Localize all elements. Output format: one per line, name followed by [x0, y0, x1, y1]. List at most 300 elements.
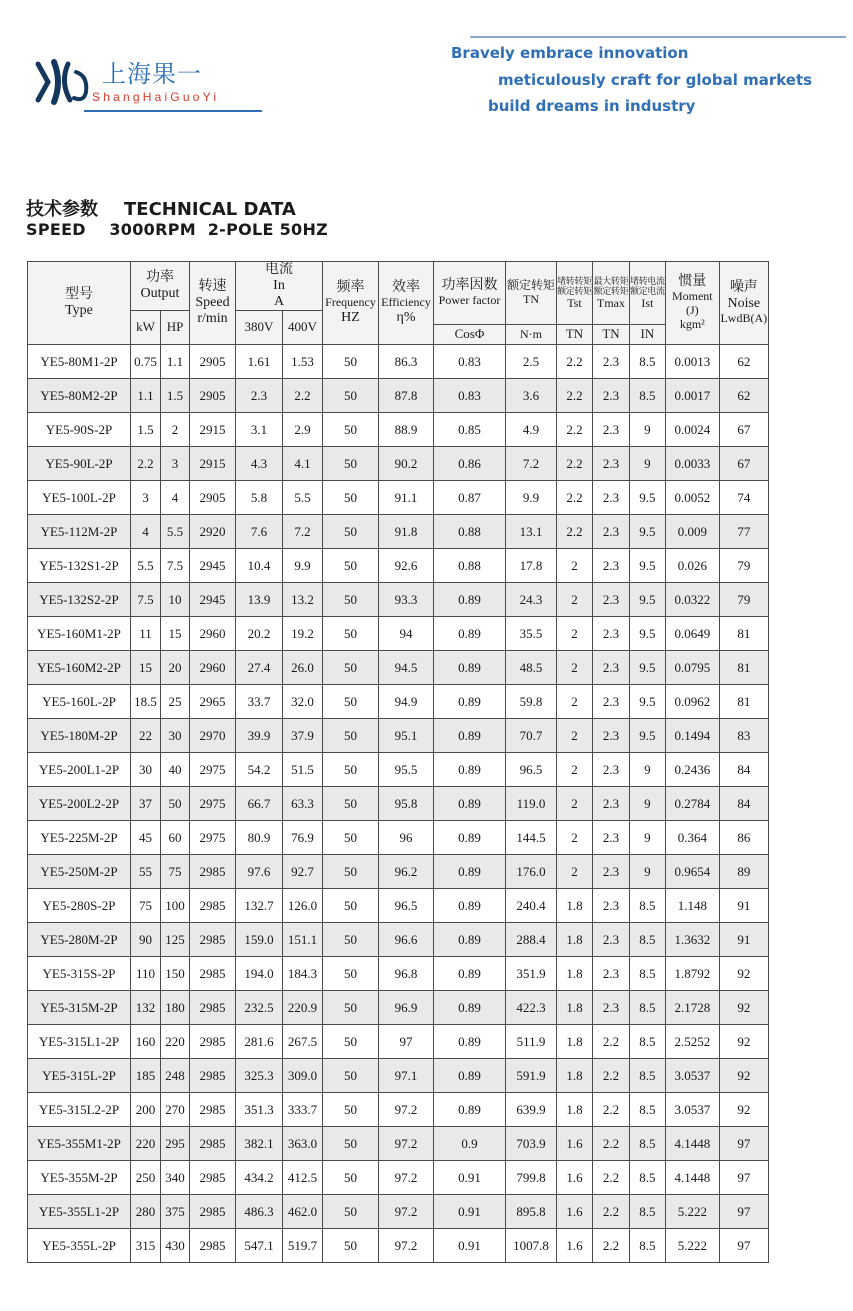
cell-moment: 3.0537 [665, 1093, 719, 1127]
cell-ist-ratio: 8.5 [630, 923, 666, 957]
cell-noise: 89 [719, 855, 768, 889]
cell-rated-torque: 895.8 [506, 1195, 557, 1229]
cell-noise: 91 [719, 889, 768, 923]
table-row [28, 549, 769, 583]
cell-efficiency: 96 [379, 821, 434, 855]
brand-name-en: ShangHaiGuoYi [92, 90, 220, 104]
cell-kw: 3 [131, 481, 161, 515]
cell-power-factor: 0.89 [434, 957, 506, 991]
cell-power-factor: 0.89 [434, 1025, 506, 1059]
cell-type: YE5-80M2-2P [28, 379, 131, 413]
cell-frequency: 50 [323, 1195, 379, 1229]
col-moment: 惯量 Moment (J) kgm² [665, 262, 719, 345]
cell-current-400v: 333.7 [283, 1093, 323, 1127]
cell-ist-ratio: 9.5 [630, 583, 666, 617]
cell-kw: 15 [131, 651, 161, 685]
section-title-cn: 技术参数 [26, 199, 98, 220]
cell-rated-torque: 288.4 [506, 923, 557, 957]
cell-tmax-ratio: 2.3 [593, 481, 630, 515]
cell-kw: 55 [131, 855, 161, 889]
cell-speed: 2960 [190, 617, 236, 651]
cell-power-factor: 0.9 [434, 1127, 506, 1161]
cell-rated-torque: 591.9 [506, 1059, 557, 1093]
table-row [28, 345, 769, 379]
col-rt-unit: N·m [506, 325, 557, 345]
cell-moment: 0.0033 [665, 447, 719, 481]
cell-moment: 0.2784 [665, 787, 719, 821]
cell-ist-ratio: 9.5 [630, 617, 666, 651]
cell-rated-torque: 3.6 [506, 379, 557, 413]
table-row [28, 515, 769, 549]
table-row [28, 481, 769, 515]
cell-tst-ratio: 2.2 [557, 447, 593, 481]
cell-noise: 79 [719, 583, 768, 617]
cell-kw: 4 [131, 515, 161, 549]
table-row [28, 991, 769, 1025]
cell-tmax-ratio: 2.3 [593, 447, 630, 481]
cell-current-400v: 76.9 [283, 821, 323, 855]
cell-current-400v: 26.0 [283, 651, 323, 685]
cell-rated-torque: 4.9 [506, 413, 557, 447]
cell-efficiency: 97.2 [379, 1161, 434, 1195]
cell-frequency: 50 [323, 1127, 379, 1161]
cell-ist-ratio: 8.5 [630, 1195, 666, 1229]
cell-noise: 83 [719, 719, 768, 753]
cell-ist-ratio: 9 [630, 447, 666, 481]
cell-moment: 0.0024 [665, 413, 719, 447]
cell-tst-ratio: 2 [557, 719, 593, 753]
cell-frequency: 50 [323, 617, 379, 651]
cell-power-factor: 0.89 [434, 583, 506, 617]
cell-efficiency: 97 [379, 1025, 434, 1059]
cell-type: YE5-250M-2P [28, 855, 131, 889]
cell-current-380v: 159.0 [236, 923, 283, 957]
cell-type: YE5-200L1-2P [28, 753, 131, 787]
technical-data-table [27, 261, 769, 1263]
table-row [28, 787, 769, 821]
cell-noise: 81 [719, 651, 768, 685]
cell-tmax-ratio: 2.3 [593, 651, 630, 685]
cell-tst-ratio: 1.8 [557, 1093, 593, 1127]
cell-rated-torque: 240.4 [506, 889, 557, 923]
company-logo [32, 52, 272, 122]
cell-speed: 2975 [190, 821, 236, 855]
cell-noise: 92 [719, 1093, 768, 1127]
col-380v: 380V [236, 311, 283, 345]
cell-tmax-ratio: 2.2 [593, 1127, 630, 1161]
cell-moment: 0.364 [665, 821, 719, 855]
cell-current-400v: 51.5 [283, 753, 323, 787]
cell-moment: 0.9654 [665, 855, 719, 889]
cell-tst-ratio: 2 [557, 685, 593, 719]
cell-kw: 185 [131, 1059, 161, 1093]
cell-speed: 2975 [190, 787, 236, 821]
cell-tmax-ratio: 2.3 [593, 787, 630, 821]
cell-speed: 2905 [190, 481, 236, 515]
cell-tst-ratio: 2 [557, 753, 593, 787]
cell-current-400v: 32.0 [283, 685, 323, 719]
col-tst-den: TN [557, 325, 593, 345]
cell-current-380v: 547.1 [236, 1229, 283, 1263]
cell-current-380v: 54.2 [236, 753, 283, 787]
cell-efficiency: 96.5 [379, 889, 434, 923]
cell-noise: 97 [719, 1127, 768, 1161]
col-noise: 噪声 Noise LwdB(A) [719, 262, 768, 345]
cell-tmax-ratio: 2.3 [593, 753, 630, 787]
cell-kw: 90 [131, 923, 161, 957]
table-row [28, 821, 769, 855]
cell-moment: 1.3632 [665, 923, 719, 957]
col-speed: 转速 Speed r/min [190, 262, 236, 345]
cell-type: YE5-355L1-2P [28, 1195, 131, 1229]
cell-tmax-ratio: 2.3 [593, 379, 630, 413]
cell-efficiency: 87.8 [379, 379, 434, 413]
cell-current-400v: 151.1 [283, 923, 323, 957]
col-pf-unit: CosΦ [434, 325, 506, 345]
cell-type: YE5-160M1-2P [28, 617, 131, 651]
cell-current-380v: 232.5 [236, 991, 283, 1025]
cell-hp: 75 [161, 855, 190, 889]
cell-type: YE5-90S-2P [28, 413, 131, 447]
cell-frequency: 50 [323, 379, 379, 413]
cell-power-factor: 0.88 [434, 515, 506, 549]
cell-efficiency: 94.5 [379, 651, 434, 685]
cell-power-factor: 0.89 [434, 1093, 506, 1127]
cell-ist-ratio: 9 [630, 821, 666, 855]
cell-power-factor: 0.91 [434, 1195, 506, 1229]
cell-rated-torque: 119.0 [506, 787, 557, 821]
cell-current-400v: 5.5 [283, 481, 323, 515]
cell-speed: 2985 [190, 855, 236, 889]
cell-tst-ratio: 2 [557, 821, 593, 855]
cell-power-factor: 0.89 [434, 787, 506, 821]
table-row [28, 1229, 769, 1263]
cell-efficiency: 97.2 [379, 1195, 434, 1229]
cell-current-400v: 4.1 [283, 447, 323, 481]
cell-hp: 3 [161, 447, 190, 481]
col-power-factor: 功率因数 Power factor [434, 262, 506, 325]
cell-tmax-ratio: 2.3 [593, 957, 630, 991]
cell-tst-ratio: 1.8 [557, 957, 593, 991]
cell-kw: 18.5 [131, 685, 161, 719]
cell-kw: 1.1 [131, 379, 161, 413]
cell-type: YE5-100L-2P [28, 481, 131, 515]
cell-kw: 75 [131, 889, 161, 923]
cell-tmax-ratio: 2.3 [593, 549, 630, 583]
cell-type: YE5-132S1-2P [28, 549, 131, 583]
cell-current-380v: 80.9 [236, 821, 283, 855]
cell-current-380v: 13.9 [236, 583, 283, 617]
cell-power-factor: 0.89 [434, 991, 506, 1025]
cell-noise: 84 [719, 753, 768, 787]
cell-hp: 100 [161, 889, 190, 923]
cell-current-400v: 2.9 [283, 413, 323, 447]
cell-type: YE5-90L-2P [28, 447, 131, 481]
cell-noise: 92 [719, 1025, 768, 1059]
cell-rated-torque: 96.5 [506, 753, 557, 787]
cell-type: YE5-355M1-2P [28, 1127, 131, 1161]
cell-moment: 2.1728 [665, 991, 719, 1025]
cell-hp: 1.1 [161, 345, 190, 379]
cell-hp: 30 [161, 719, 190, 753]
cell-moment: 4.1448 [665, 1127, 719, 1161]
cell-type: YE5-112M-2P [28, 515, 131, 549]
cell-current-380v: 194.0 [236, 957, 283, 991]
cell-efficiency: 91.1 [379, 481, 434, 515]
table-row [28, 1195, 769, 1229]
cell-current-400v: 267.5 [283, 1025, 323, 1059]
table-row [28, 923, 769, 957]
cell-tst-ratio: 2 [557, 787, 593, 821]
cell-speed: 2985 [190, 1093, 236, 1127]
cell-type: YE5-160M2-2P [28, 651, 131, 685]
cell-frequency: 50 [323, 685, 379, 719]
cell-hp: 60 [161, 821, 190, 855]
cell-current-400v: 412.5 [283, 1161, 323, 1195]
cell-power-factor: 0.89 [434, 889, 506, 923]
cell-rated-torque: 35.5 [506, 617, 557, 651]
cell-efficiency: 97.2 [379, 1127, 434, 1161]
col-hp: HP [161, 311, 190, 345]
cell-speed: 2985 [190, 1161, 236, 1195]
cell-frequency: 50 [323, 991, 379, 1025]
cell-current-380v: 325.3 [236, 1059, 283, 1093]
cell-current-380v: 5.8 [236, 481, 283, 515]
cell-speed: 2985 [190, 1229, 236, 1263]
cell-moment: 0.2436 [665, 753, 719, 787]
cell-current-380v: 33.7 [236, 685, 283, 719]
col-current: 电流 In A [236, 262, 323, 311]
cell-ist-ratio: 8.5 [630, 1093, 666, 1127]
cell-type: YE5-132S2-2P [28, 583, 131, 617]
cell-frequency: 50 [323, 889, 379, 923]
cell-current-400v: 126.0 [283, 889, 323, 923]
cell-current-400v: 19.2 [283, 617, 323, 651]
cell-current-380v: 132.7 [236, 889, 283, 923]
cell-current-380v: 281.6 [236, 1025, 283, 1059]
cell-noise: 79 [719, 549, 768, 583]
cell-current-380v: 1.61 [236, 345, 283, 379]
cell-ist-ratio: 8.5 [630, 1161, 666, 1195]
cell-speed: 2905 [190, 379, 236, 413]
cell-type: YE5-180M-2P [28, 719, 131, 753]
section-title-en: TECHNICAL DATA [124, 199, 296, 220]
cell-moment: 0.026 [665, 549, 719, 583]
cell-type: YE5-315S-2P [28, 957, 131, 991]
cell-speed: 2985 [190, 1195, 236, 1229]
cell-speed: 2985 [190, 991, 236, 1025]
cell-type: YE5-355M-2P [28, 1161, 131, 1195]
cell-hp: 340 [161, 1161, 190, 1195]
cell-hp: 430 [161, 1229, 190, 1263]
cell-efficiency: 94 [379, 617, 434, 651]
cell-power-factor: 0.89 [434, 923, 506, 957]
table-row [28, 889, 769, 923]
cell-noise: 97 [719, 1161, 768, 1195]
cell-rated-torque: 351.9 [506, 957, 557, 991]
cell-hp: 25 [161, 685, 190, 719]
cell-speed: 2970 [190, 719, 236, 753]
cell-frequency: 50 [323, 583, 379, 617]
cell-frequency: 50 [323, 1025, 379, 1059]
cell-noise: 77 [719, 515, 768, 549]
col-ist: 堵转电流 额定电流 Ist [630, 262, 666, 325]
cell-noise: 86 [719, 821, 768, 855]
cell-efficiency: 96.2 [379, 855, 434, 889]
cell-kw: 160 [131, 1025, 161, 1059]
cell-power-factor: 0.89 [434, 1059, 506, 1093]
cell-hp: 2 [161, 413, 190, 447]
cell-moment: 0.0649 [665, 617, 719, 651]
cell-tmax-ratio: 2.3 [593, 617, 630, 651]
cell-frequency: 50 [323, 515, 379, 549]
cell-current-380v: 20.2 [236, 617, 283, 651]
cell-noise: 74 [719, 481, 768, 515]
cell-rated-torque: 7.2 [506, 447, 557, 481]
cell-hp: 220 [161, 1025, 190, 1059]
cell-power-factor: 0.85 [434, 413, 506, 447]
cell-hp: 40 [161, 753, 190, 787]
cell-current-400v: 1.53 [283, 345, 323, 379]
cell-tst-ratio: 2 [557, 617, 593, 651]
col-frequency: 频率 Frequency HZ [323, 262, 379, 345]
cell-hp: 7.5 [161, 549, 190, 583]
cell-hp: 150 [161, 957, 190, 991]
cell-kw: 2.2 [131, 447, 161, 481]
cell-tmax-ratio: 2.3 [593, 855, 630, 889]
cell-current-400v: 309.0 [283, 1059, 323, 1093]
cell-ist-ratio: 9.5 [630, 651, 666, 685]
cell-efficiency: 97.2 [379, 1093, 434, 1127]
cell-frequency: 50 [323, 787, 379, 821]
col-output: 功率 Output [131, 262, 190, 311]
cell-efficiency: 91.8 [379, 515, 434, 549]
cell-hp: 295 [161, 1127, 190, 1161]
cell-tst-ratio: 2.2 [557, 515, 593, 549]
cell-noise: 91 [719, 923, 768, 957]
cell-tst-ratio: 1.8 [557, 991, 593, 1025]
cell-rated-torque: 9.9 [506, 481, 557, 515]
cell-current-380v: 27.4 [236, 651, 283, 685]
cell-hp: 50 [161, 787, 190, 821]
cell-tmax-ratio: 2.2 [593, 1229, 630, 1263]
cell-kw: 220 [131, 1127, 161, 1161]
cell-type: YE5-315L-2P [28, 1059, 131, 1093]
cell-tmax-ratio: 2.3 [593, 345, 630, 379]
cell-speed: 2945 [190, 583, 236, 617]
cell-frequency: 50 [323, 1161, 379, 1195]
cell-type: YE5-280S-2P [28, 889, 131, 923]
cell-moment: 3.0537 [665, 1059, 719, 1093]
cell-speed: 2915 [190, 447, 236, 481]
cell-current-400v: 2.2 [283, 379, 323, 413]
cell-efficiency: 97.1 [379, 1059, 434, 1093]
cell-power-factor: 0.89 [434, 617, 506, 651]
section-title [26, 195, 296, 221]
cell-current-400v: 63.3 [283, 787, 323, 821]
cell-kw: 250 [131, 1161, 161, 1195]
cell-rated-torque: 639.9 [506, 1093, 557, 1127]
col-tmax: 最大转矩 额定转矩 Tmax [593, 262, 630, 325]
cell-frequency: 50 [323, 1229, 379, 1263]
cell-efficiency: 90.2 [379, 447, 434, 481]
slogan-line-2: meticulously craft for global markets [498, 71, 813, 89]
cell-noise: 92 [719, 991, 768, 1025]
cell-speed: 2915 [190, 413, 236, 447]
cell-current-380v: 10.4 [236, 549, 283, 583]
cell-frequency: 50 [323, 855, 379, 889]
cell-frequency: 50 [323, 447, 379, 481]
cell-efficiency: 96.8 [379, 957, 434, 991]
table-row [28, 583, 769, 617]
cell-tst-ratio: 2.2 [557, 481, 593, 515]
cell-current-400v: 13.2 [283, 583, 323, 617]
slogan-line-3: build dreams in industry [488, 97, 696, 115]
cell-kw: 11 [131, 617, 161, 651]
table-row [28, 379, 769, 413]
cell-tmax-ratio: 2.3 [593, 413, 630, 447]
cell-hp: 4 [161, 481, 190, 515]
cell-tst-ratio: 2.2 [557, 345, 593, 379]
cell-tst-ratio: 1.8 [557, 923, 593, 957]
cell-type: YE5-225M-2P [28, 821, 131, 855]
col-400v: 400V [283, 311, 323, 345]
cell-speed: 2960 [190, 651, 236, 685]
cell-tmax-ratio: 2.3 [593, 583, 630, 617]
cell-efficiency: 95.8 [379, 787, 434, 821]
table-header [28, 262, 769, 345]
cell-speed: 2985 [190, 1025, 236, 1059]
table-row [28, 651, 769, 685]
cell-speed: 2975 [190, 753, 236, 787]
cell-current-380v: 3.1 [236, 413, 283, 447]
cell-kw: 1.5 [131, 413, 161, 447]
cell-power-factor: 0.89 [434, 753, 506, 787]
cell-current-380v: 434.2 [236, 1161, 283, 1195]
cell-current-380v: 351.3 [236, 1093, 283, 1127]
cell-frequency: 50 [323, 413, 379, 447]
cell-tst-ratio: 2.2 [557, 413, 593, 447]
cell-speed: 2945 [190, 549, 236, 583]
cell-tst-ratio: 1.8 [557, 889, 593, 923]
cell-ist-ratio: 9 [630, 753, 666, 787]
cell-moment: 0.0322 [665, 583, 719, 617]
cell-current-380v: 2.3 [236, 379, 283, 413]
cell-rated-torque: 144.5 [506, 821, 557, 855]
cell-power-factor: 0.89 [434, 719, 506, 753]
table-row [28, 1127, 769, 1161]
cell-type: YE5-355L-2P [28, 1229, 131, 1263]
cell-power-factor: 0.83 [434, 345, 506, 379]
cell-noise: 67 [719, 413, 768, 447]
cell-noise: 97 [719, 1195, 768, 1229]
cell-moment: 0.0052 [665, 481, 719, 515]
cell-ist-ratio: 8.5 [630, 1229, 666, 1263]
cell-rated-torque: 1007.8 [506, 1229, 557, 1263]
table-row [28, 447, 769, 481]
cell-tst-ratio: 2 [557, 549, 593, 583]
cell-frequency: 50 [323, 651, 379, 685]
cell-noise: 62 [719, 379, 768, 413]
cell-noise: 81 [719, 685, 768, 719]
cell-ist-ratio: 9.5 [630, 515, 666, 549]
cell-hp: 270 [161, 1093, 190, 1127]
cell-tst-ratio: 1.6 [557, 1161, 593, 1195]
cell-power-factor: 0.87 [434, 481, 506, 515]
cell-tmax-ratio: 2.2 [593, 1093, 630, 1127]
cell-efficiency: 95.1 [379, 719, 434, 753]
cell-ist-ratio: 8.5 [630, 957, 666, 991]
